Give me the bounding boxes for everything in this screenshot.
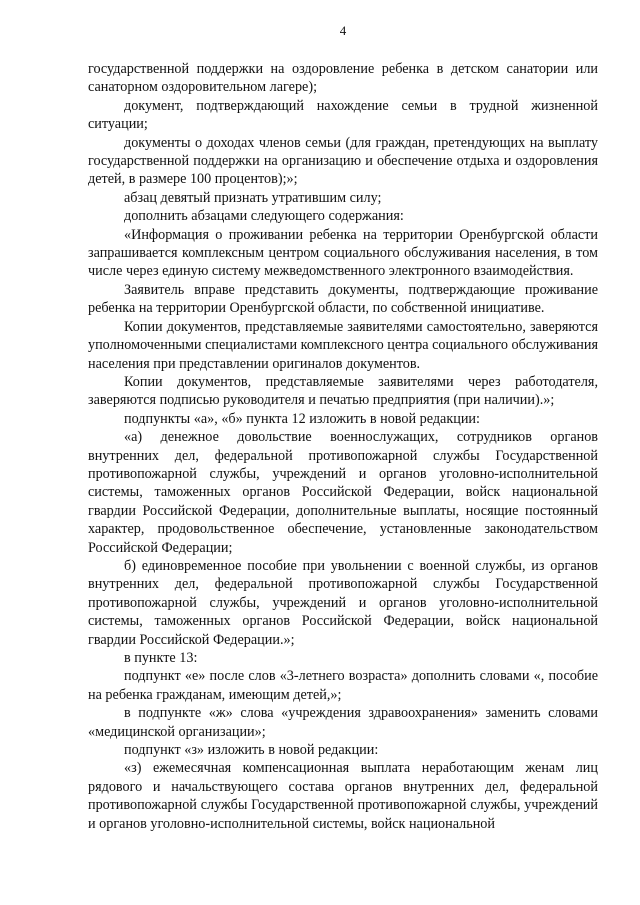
paragraph-5: дополнить абзацами следующего содержания:	[124, 208, 404, 225]
paragraph-2: документ, подтверждающий нахождение семьи в трудной жизненной ситуации;	[88, 97, 598, 133]
paragraph-4: абзац девятый признать утратившим силу;	[124, 189, 382, 206]
paragraph-15: в подпункте «ж» слова «учреждения здравоохранения» заменить словами «медицинской организации»;	[88, 705, 598, 740]
paragraph-7: Заявитель вправе представить документы, подтверждающие проживание ребенка на территории Оренбургской области, по собственной инициативе.	[88, 281, 598, 317]
paragraph-17: «з) ежемесячная компенсационная выплата неработающим женам лиц рядового и начальствующего состава органов внутренних дел, федеральной противопожарной службы Государственной противопожарной службы, учреждений и органов уголовно-исполнительной системы, войск национальной	[88, 760, 598, 832]
paragraph-12: б) единовременное пособие при увольнении с военной службы, из органов внутренних дел, федеральной противопожарной службы Государственной противопожарной службы, учреждений и органов уголовно-исполнительной системы, таможенных органов Российской Федерации, войск национальной гвардии Российской Федерации.»;	[88, 557, 598, 648]
paragraph-16: подпункт «з» изложить в новой редакции:	[124, 742, 379, 759]
paragraph-6: «Информация о проживании ребенка на территории Оренбургской области запрашивается комплексным центром социального обслуживания населения, в том числе через единую систему межведомственного электронного взаимодействия.	[88, 226, 598, 280]
paragraph-1: государственной поддержки на оздоровление ребенка в детском санатории или санаторном оздоровительном лагере);	[88, 61, 598, 96]
document-body	[88, 60, 598, 833]
paragraph-3: документы о доходах членов семьи (для граждан, претендующих на выплату государственной поддержки на организацию и обеспечение отдыха и оздоровления детей, в размере 100 процентов);»;	[88, 134, 598, 188]
paragraph-14: подпункт «е» после слов «3-летнего возраста» дополнить словами «, пособие на ребенка гражданам, имеющим детей,»;	[88, 668, 598, 703]
paragraph-13: в пункте 13:	[124, 650, 198, 666]
paragraph-11: «а) денежное довольствие военнослужащих, сотрудников органов внутренних дел, федеральной противопожарной службы Государственной противопожарной службы, учреждений и органов уголовно-исполнительной системы, таможенных органов Российской Федерации, войск национальной гвардии Российской Федерации, дополнительные выплаты, носящие постоянный характер, продовольственное обеспечение, установленные законодательством Российской Федерации;	[88, 429, 598, 556]
paragraph-8: Копии документов, представляемые заявителями самостоятельно, заверяются уполномоченными специалистами комплексного центра социального обслуживания населения при представлении оригиналов документов.	[88, 318, 598, 372]
page-number: 4	[339, 23, 347, 38]
paragraph-9: Копии документов, представляемые заявителями через работодателя, заверяются подписью руководителя и печатью предприятия (при наличии).»;	[88, 373, 598, 409]
paragraph-10: подпункты «а», «б» пункта 12 изложить в новой редакции:	[124, 410, 480, 427]
